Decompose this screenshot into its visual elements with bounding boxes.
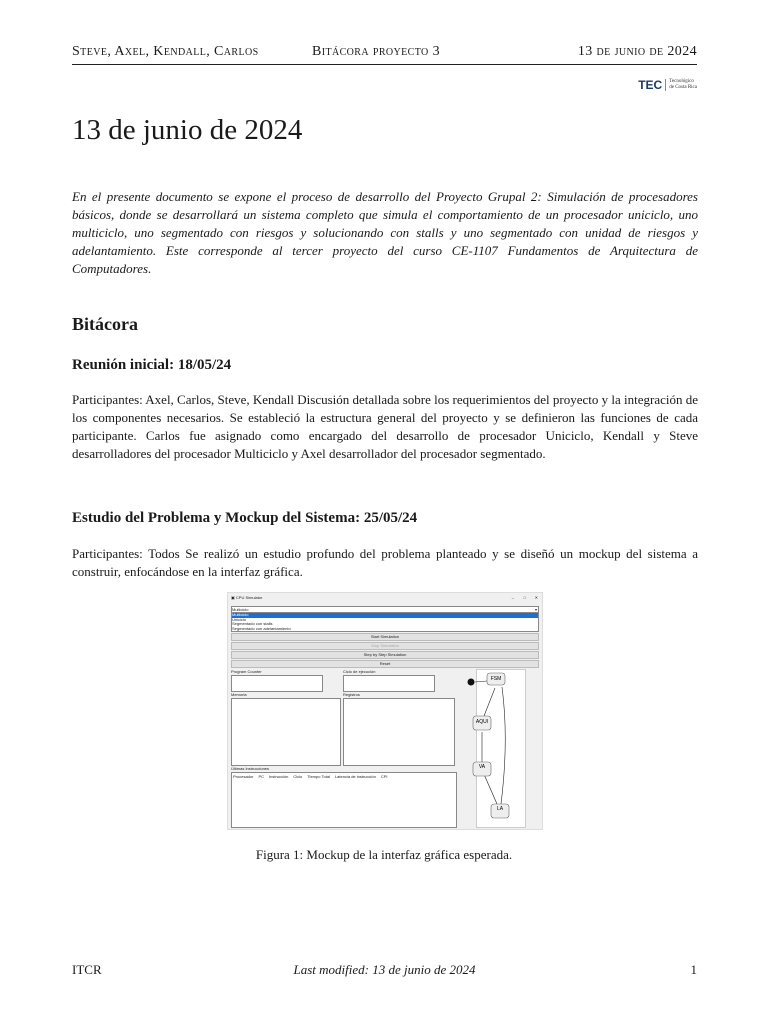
column-header: PC xyxy=(258,774,265,779)
program-counter-field[interactable] xyxy=(231,675,323,692)
minimize-icon[interactable]: – xyxy=(511,595,514,600)
fsm-state-label: LA xyxy=(496,806,504,812)
figure-caption: Figura 1: Mockup de la interfaz gráfica esperada. xyxy=(255,847,513,862)
header-authors: Steve, Axel, Kendall, Carlos xyxy=(72,44,259,59)
column-header: Procesador xyxy=(233,774,254,779)
exec-time-label: Ciclo de ejecución xyxy=(343,669,376,674)
column-header: CPI xyxy=(380,774,388,779)
logo-brand: TEC xyxy=(638,78,663,92)
step-simulation-button[interactable]: Step by Step Simulation xyxy=(231,651,539,659)
entry-text-2: Participantes: Todos Se realizó un estudio profundo del problema planteado y se diseñó un mockup del sistema a construir, enfocándose en la interfaz gráfica. xyxy=(72,546,698,579)
entry-title-2: Estudio del Problema y Mockup del Sistema: 25/05/24 xyxy=(72,510,418,526)
processor-select-value: Multiciclo xyxy=(232,607,249,612)
entry-text-1: Participantes: Axel, Carlos, Steve, Kendall Discusión detallada sobre los requerimientos del proyecto y la integración de los componentes necesarios. Se estableció la estructura general del proyecto y se definieron las funciones de cada participante. Carlos fue asignado como encargado del desarrollo de procesador Uniciclo, Kendall y Steve desarrolladores del procesador Multiciclo y Axel desarrollador del procesador segmentado. xyxy=(72,392,698,461)
dropdown-option[interactable]: Segmentado con stalls xyxy=(232,621,273,626)
fsm-state-label: VA xyxy=(478,764,486,770)
maximize-icon[interactable]: □ xyxy=(523,595,526,600)
mockup-figure xyxy=(227,592,543,830)
table-header xyxy=(232,773,456,780)
fsm-arrow xyxy=(475,681,487,682)
logo-line-2: de Costa Rica xyxy=(669,85,697,90)
program-counter-label: Program Counter xyxy=(231,669,262,674)
page-title: 13 de junio de 2024 xyxy=(72,114,303,146)
column-header: Tiempo Total xyxy=(307,774,330,779)
close-icon[interactable]: ✕ xyxy=(534,595,538,600)
footer-last-modified: Last modified: 13 de junio de 2024 xyxy=(293,962,476,977)
registers-panel[interactable] xyxy=(343,698,455,766)
window-title-text: CPU Simulator xyxy=(235,595,263,600)
memory-label: Memoria xyxy=(231,692,247,697)
logo-subtitle xyxy=(669,79,697,91)
dropdown-option[interactable]: Segmentado con adelantamiento xyxy=(232,625,291,631)
entry-title-1: Reunión inicial: 18/05/24 xyxy=(72,357,232,373)
app-icon: ▣ xyxy=(231,595,235,600)
dropdown-option[interactable]: Uniciclo xyxy=(232,616,247,622)
tec-logo xyxy=(638,78,697,92)
abstract: En el presente documento se expone el proceso de desarrollo del Proyecto Grupal 2: Simulación de procesadores básicos, donde se desarrollará un sistema completo que simula el comportamiento de un procesador uniciclo, uno multiciclo, uno segmentado con riesgos y solucionando con stalls y uno segmentado con unidad de riesgos y adelantamiento. Este corresponde al tercer proyecto del curso CE-1107 Fundamentos de Arquitectura de Computadores. xyxy=(72,189,698,276)
section-title: Bitácora xyxy=(72,314,138,334)
window-title xyxy=(231,595,262,600)
header-date: 13 de junio de 2024 xyxy=(577,44,697,59)
logo-divider xyxy=(665,79,666,91)
column-header: Ciclo xyxy=(293,774,303,779)
fsm-state-label: AQUI xyxy=(475,719,489,725)
stop-simulation-button[interactable]: Stop Simulation xyxy=(231,642,539,650)
processor-dropdown-list xyxy=(231,612,539,632)
last-instructions-label: Últimas Instrucciones xyxy=(231,766,270,771)
fsm-arrow xyxy=(484,688,495,716)
fsm-state-label: FSM xyxy=(490,676,502,682)
chevron-down-icon: ▾ xyxy=(534,607,537,612)
fsm-arrow xyxy=(483,772,497,804)
fsm-start-node xyxy=(468,679,475,686)
start-simulation-button[interactable]: Start Simulation xyxy=(231,633,539,641)
running-header xyxy=(72,44,697,65)
fsm-arrow xyxy=(501,687,505,804)
column-header: Instrucción xyxy=(269,774,289,779)
exec-time-field[interactable] xyxy=(343,675,435,692)
reset-button[interactable]: Reset xyxy=(231,660,539,668)
page-number: 1 xyxy=(690,962,697,977)
registers-label: Registros xyxy=(343,692,360,697)
fsm-panel xyxy=(476,669,526,828)
logo-line-1: Tecnológico xyxy=(669,79,694,84)
header-doc-title: Bitácora proyecto 3 xyxy=(312,44,440,59)
column-header: Latencia de instrucción xyxy=(334,774,376,779)
last-instructions-table[interactable] xyxy=(231,772,457,828)
footer-institution: ITCR xyxy=(72,962,102,977)
fsm-diagram xyxy=(461,670,525,827)
dropdown-option[interactable]: Multiciclo xyxy=(232,613,538,618)
memory-panel[interactable] xyxy=(231,698,341,766)
